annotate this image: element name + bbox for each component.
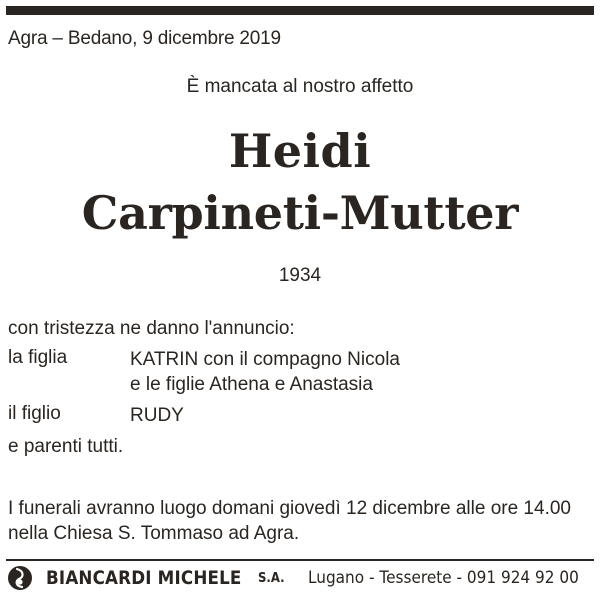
top-border-rule: [6, 6, 594, 15]
deceased-last-name: Carpineti-Mutter: [81, 186, 519, 240]
funeral-info-line2: nella Chiesa S. Tommaso ad Agra.: [8, 523, 300, 544]
intro-line: È mancata al nostro affetto: [186, 76, 414, 97]
relation-value-son: RUDY: [130, 405, 184, 426]
relatives-line: e parenti tutti.: [8, 436, 124, 457]
deceased-first-name: Heidi: [228, 124, 372, 178]
bottom-border-rule: [6, 559, 594, 561]
company-name: BIANCARDI MICHELE: [46, 567, 242, 589]
company-suffix: S.A.: [258, 570, 285, 586]
place-date: Agra – Bedano, 9 dicembre 2019: [8, 28, 281, 49]
funeral-home-logo-icon: [8, 566, 32, 590]
company-contact: Lugano - Tesserete - 091 924 92 00: [307, 568, 579, 588]
birth-year: 1934: [278, 265, 322, 286]
relation-value-daughter-line2: e le figlie Athena e Anastasia: [130, 374, 373, 395]
funeral-home-footer: [8, 564, 594, 592]
funeral-info-line1: I funerali avranno luogo domani giovedì 12 dicembre alle ore 14.00: [8, 498, 571, 519]
relation-label-daughter: la figlia: [8, 347, 68, 368]
relation-label-son: il figlio: [8, 403, 61, 424]
announcement-line: con tristezza ne danno l'annuncio:: [8, 318, 295, 339]
relation-value-daughter-line1: KATRIN con il compagno Nicola: [130, 349, 400, 370]
